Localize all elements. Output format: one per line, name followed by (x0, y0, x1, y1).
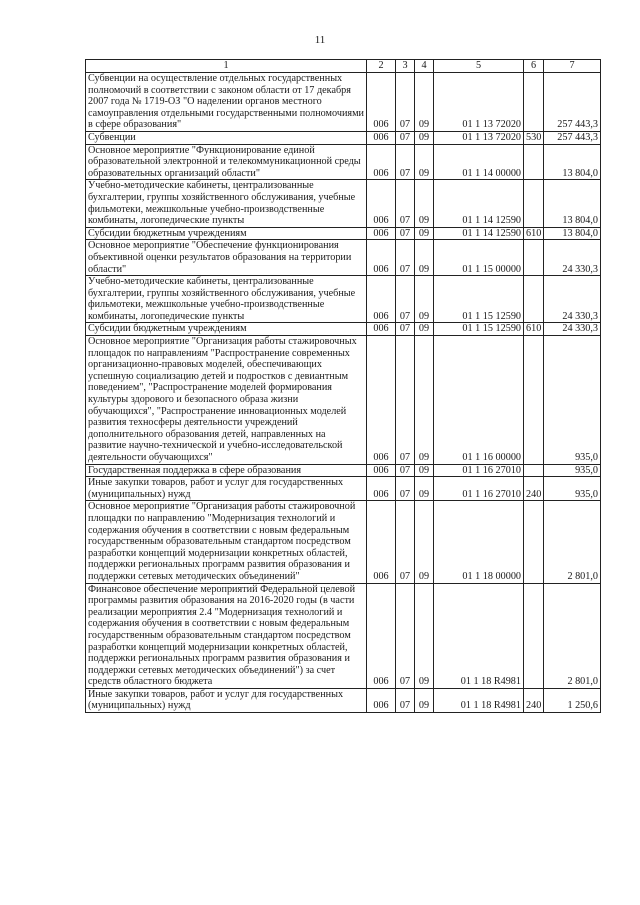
row-target-article: 01 1 18 00000 (434, 501, 524, 583)
row-subsection-code: 09 (415, 323, 434, 336)
row-section-code: 07 (396, 583, 415, 688)
row-grbs-code: 006 (367, 501, 396, 583)
col-header-target-article: 5 (434, 60, 524, 73)
row-expense-type (524, 501, 544, 583)
col-header-amount: 7 (544, 60, 601, 73)
row-expense-type: 240 (524, 688, 544, 712)
row-target-article: 01 1 15 12590 (434, 276, 524, 323)
row-section-code: 07 (396, 180, 415, 227)
row-subsection-code: 09 (415, 131, 434, 144)
col-header-subsection: 4 (415, 60, 434, 73)
row-description: Учебно-методические кабинеты, централизованные бухгалтерии, группы хозяйственного обслуживания, учебные фильмотеки, межшкольные учебно-производственные комбинаты, логопедические пункты (86, 276, 367, 323)
col-header-description: 1 (86, 60, 367, 73)
row-section-code: 07 (396, 688, 415, 712)
row-grbs-code: 006 (367, 144, 396, 180)
row-grbs-code: 006 (367, 477, 396, 501)
table-row (86, 227, 601, 240)
row-section-code: 07 (396, 464, 415, 477)
row-grbs-code: 006 (367, 73, 396, 132)
row-grbs-code: 006 (367, 180, 396, 227)
row-description: Иные закупки товаров, работ и услуг для государственных (муниципальных) нужд (86, 688, 367, 712)
row-grbs-code: 006 (367, 276, 396, 323)
row-amount: 13 804,0 (544, 227, 601, 240)
table-row (86, 144, 601, 180)
budget-table (85, 59, 601, 713)
row-description: Основное мероприятие "Функционирование единой образовательной электронной и телекоммуникационной среды образовательных организаций области" (86, 144, 367, 180)
row-subsection-code: 09 (415, 73, 434, 132)
row-amount: 24 330,3 (544, 323, 601, 336)
row-target-article: 01 1 18 R4981 (434, 688, 524, 712)
row-expense-type (524, 73, 544, 132)
row-section-code: 07 (396, 323, 415, 336)
row-expense-type: 240 (524, 477, 544, 501)
row-section-code: 07 (396, 131, 415, 144)
row-subsection-code: 09 (415, 501, 434, 583)
table-row (86, 276, 601, 323)
row-description: Субвенции на осуществление отдельных государственных полномочий в соответствии с законом области от 17 декабря 2007 года № 1719-ОЗ "О наделении органов местного самоуправления отдельными государственными полномочиями в сфере образования" (86, 73, 367, 132)
table-row (86, 73, 601, 132)
row-expense-type (524, 240, 544, 276)
row-description: Государственная поддержка в сфере образования (86, 464, 367, 477)
row-subsection-code: 09 (415, 583, 434, 688)
row-expense-type (524, 180, 544, 227)
col-header-expense-type: 6 (524, 60, 544, 73)
row-subsection-code: 09 (415, 477, 434, 501)
col-header-grbs: 2 (367, 60, 396, 73)
row-grbs-code: 006 (367, 583, 396, 688)
row-expense-type: 610 (524, 227, 544, 240)
row-amount: 2 801,0 (544, 583, 601, 688)
row-target-article: 01 1 15 00000 (434, 240, 524, 276)
row-grbs-code: 006 (367, 240, 396, 276)
row-expense-type (524, 144, 544, 180)
row-description: Основное мероприятие "Организация работы стажировочных площадок по направлениям "Распространение современных организационно-правовых моделей, обеспечивающих успешную социализацию детей и подростков с девиантным поведением", "Распространение моделей формирования культуры здорового и безопасного образа жизни обучающихся", "Распространение инновационных моделей развития техносферы деятельности учреждений дополнительного образования детей, направленных на развитие научно-технической и учебно-исследовательской деятельности обучающихся" (86, 336, 367, 465)
row-section-code: 07 (396, 477, 415, 501)
row-expense-type: 530 (524, 131, 544, 144)
row-subsection-code: 09 (415, 276, 434, 323)
row-grbs-code: 006 (367, 131, 396, 144)
row-subsection-code: 09 (415, 336, 434, 465)
row-amount: 257 443,3 (544, 131, 601, 144)
row-target-article: 01 1 15 12590 (434, 323, 524, 336)
row-section-code: 07 (396, 276, 415, 323)
row-grbs-code: 006 (367, 336, 396, 465)
row-amount: 935,0 (544, 464, 601, 477)
row-subsection-code: 09 (415, 180, 434, 227)
row-target-article: 01 1 16 27010 (434, 477, 524, 501)
table-row (86, 688, 601, 712)
row-target-article: 01 1 14 12590 (434, 227, 524, 240)
row-amount: 24 330,3 (544, 240, 601, 276)
table-row (86, 583, 601, 688)
row-description: Финансовое обеспечение мероприятий Федеральной целевой программы развития образования на 2016-2020 годы (в части реализации мероприятия 2.4 "Модернизация технологий и содержания обучения в соответствии с новым федеральным государственным образовательным стандартом посредством разработки концепций модернизации конкретных областей, поддержки региональных программ развития образования и поддержки сетевых методических объединений") за счет средств областного бюджета (86, 583, 367, 688)
row-grbs-code: 006 (367, 688, 396, 712)
row-section-code: 07 (396, 240, 415, 276)
table-row (86, 240, 601, 276)
table-row (86, 131, 601, 144)
header-row (86, 60, 601, 73)
row-grbs-code: 006 (367, 323, 396, 336)
row-expense-type: 610 (524, 323, 544, 336)
row-description: Учебно-методические кабинеты, централизованные бухгалтерии, группы хозяйственного обслуживания, учебные фильмотеки, межшкольные учебно-производственные комбинаты, логопедические пункты (86, 180, 367, 227)
row-section-code: 07 (396, 501, 415, 583)
row-amount: 24 330,3 (544, 276, 601, 323)
table-row (86, 180, 601, 227)
row-expense-type (524, 276, 544, 323)
row-description: Иные закупки товаров, работ и услуг для государственных (муниципальных) нужд (86, 477, 367, 501)
row-subsection-code: 09 (415, 464, 434, 477)
table-row (86, 323, 601, 336)
row-amount: 2 801,0 (544, 501, 601, 583)
row-subsection-code: 09 (415, 688, 434, 712)
row-expense-type (524, 583, 544, 688)
row-section-code: 07 (396, 73, 415, 132)
row-subsection-code: 09 (415, 144, 434, 180)
row-section-code: 07 (396, 227, 415, 240)
row-amount: 935,0 (544, 336, 601, 465)
row-subsection-code: 09 (415, 227, 434, 240)
row-target-article: 01 1 14 00000 (434, 144, 524, 180)
row-expense-type (524, 336, 544, 465)
row-section-code: 07 (396, 144, 415, 180)
row-description: Основное мероприятие "Организация работы стажировочной площадки по направлению "Модернизация технологий и содержания обучения в соответствии с новым федеральным государственным образовательным стандартом посредством разработки концепций модернизации конкретных областей, поддержки региональных программ развития образования и поддержки сетевых методических объединений" (86, 501, 367, 583)
row-target-article: 01 1 16 27010 (434, 464, 524, 477)
col-header-section: 3 (396, 60, 415, 73)
row-grbs-code: 006 (367, 227, 396, 240)
table-row (86, 501, 601, 583)
row-target-article: 01 1 14 12590 (434, 180, 524, 227)
row-description: Субсидии бюджетным учреждениям (86, 227, 367, 240)
row-amount: 935,0 (544, 477, 601, 501)
table-row (86, 477, 601, 501)
row-grbs-code: 006 (367, 464, 396, 477)
row-expense-type (524, 464, 544, 477)
row-target-article: 01 1 13 72020 (434, 131, 524, 144)
row-description: Основное мероприятие "Обеспечение функционирования объективной оценки результатов образования на территории области" (86, 240, 367, 276)
row-amount: 13 804,0 (544, 144, 601, 180)
table-row (86, 464, 601, 477)
row-subsection-code: 09 (415, 240, 434, 276)
row-description: Субсидии бюджетным учреждениям (86, 323, 367, 336)
row-target-article: 01 1 16 00000 (434, 336, 524, 465)
table-row (86, 336, 601, 465)
row-amount: 1 250,6 (544, 688, 601, 712)
row-description: Субвенции (86, 131, 367, 144)
row-target-article: 01 1 13 72020 (434, 73, 524, 132)
page-number: 11 (314, 34, 326, 46)
row-amount: 13 804,0 (544, 180, 601, 227)
row-amount: 257 443,3 (544, 73, 601, 132)
row-section-code: 07 (396, 336, 415, 465)
row-target-article: 01 1 18 R4981 (434, 583, 524, 688)
